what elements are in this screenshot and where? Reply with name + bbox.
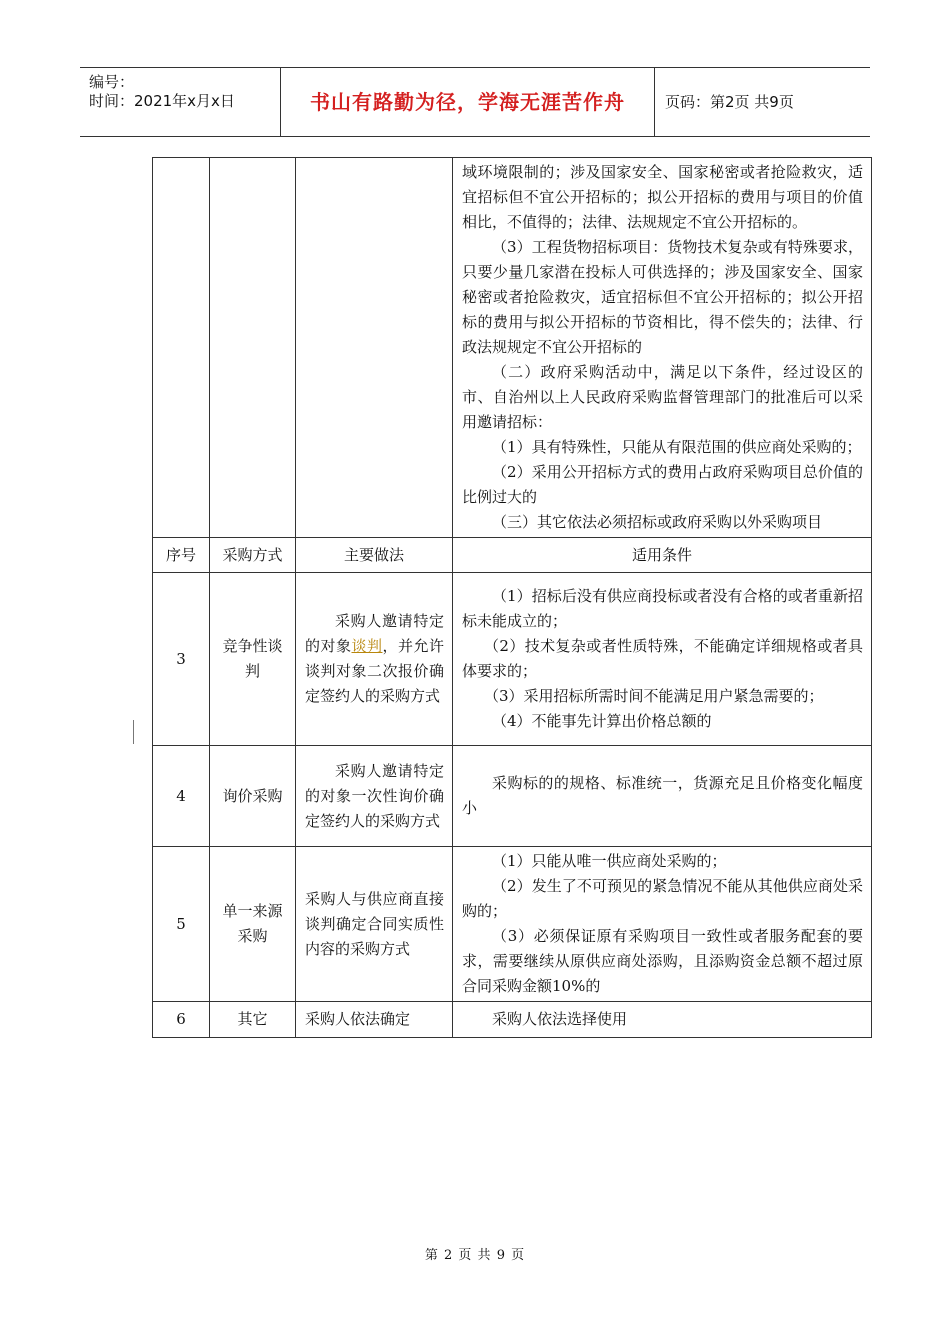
date-label: 时间：2021年x月x日: [89, 92, 235, 110]
row-conditions: [453, 1002, 872, 1038]
continuation-paragraph: （2）采用公开招标方式的费用占政府采购项目总价值的比例过大的: [462, 463, 863, 506]
page-footer: 第 2 页 共 9 页: [424, 1248, 526, 1263]
header-conditions: 适用条件: [453, 538, 872, 573]
condition-item: （2）发生了不可预见的紧急情况不能从其他供应商处采购的；: [462, 877, 863, 920]
table-row: [153, 847, 872, 1002]
continuation-paragraph: （三）其它依法必须招标或政府采购以外采购项目: [492, 513, 823, 531]
motto: 书山有路勤为径，学海无涯苦作舟: [310, 90, 625, 114]
page-header: [80, 67, 870, 137]
continuation-row: [153, 158, 872, 538]
continuation-paragraph: （3）工程货物招标项目：货物技术复杂或有特殊要求，只要少量几家潜在投标人可供选择的；涉及国家安全、国家秘密或者抢险救灾，适宜招标但不宜公开招标的；拟公开招标的费用与拟公开招标的节资相比，得不偿失的；法律、行政法规规定不宜公开招标的: [462, 238, 863, 356]
header-method: 采购方式: [210, 538, 296, 573]
condition-item: （3）必须保证原有采购项目一致性或者服务配套的要求，需要继续从原供应商处添购，且添购资金总额不超过原合同采购金额10%的: [462, 927, 863, 995]
negotiation-link[interactable]: 谈判: [351, 637, 383, 655]
table-row: [153, 573, 872, 746]
condition-item: （4）不能事先计算出价格总额的: [492, 712, 712, 730]
condition-item: （3）采用招标所需时间不能满足用户紧急需要的；: [484, 687, 824, 705]
condition-item: 采购人依法选择使用: [492, 1010, 628, 1028]
row-method: 其它: [210, 1002, 296, 1038]
row-conditions: [453, 746, 872, 847]
row-method: 询价采购: [210, 746, 296, 847]
row-method: 单一来源采购: [210, 847, 296, 1002]
table-row: [153, 1002, 872, 1038]
header-info: [80, 68, 281, 136]
page-info: 页码：第2页 共9页: [665, 93, 794, 111]
row-no: 3: [153, 573, 210, 746]
row-practice: 采购人邀请特定的对象谈判，并允许谈判对象二次报价确定签约人的采购方式: [296, 573, 453, 746]
header-no: 序号: [153, 538, 210, 573]
continuation-conditions: [453, 158, 872, 538]
number-label: 编号：: [89, 73, 135, 91]
text-cursor: [133, 720, 134, 744]
header-page-cell: [655, 68, 870, 136]
table-row: [153, 746, 872, 847]
row-practice: 采购人与供应商直接谈判确定合同实质性内容的采购方式: [296, 847, 453, 1002]
table-header-row: [153, 538, 872, 573]
condition-item: （2）技术复杂或者性质特殊，不能确定详细规格或者具体要求的；: [462, 637, 863, 680]
continuation-paragraph: （1）具有特殊性，只能从有限范围的供应商处采购的；: [492, 438, 862, 456]
row-conditions: [453, 573, 872, 746]
header-practice: 主要做法: [296, 538, 453, 573]
condition-item: （1）只能从唯一供应商处采购的；: [492, 852, 727, 870]
header-motto-cell: [281, 68, 655, 136]
condition-item: 采购标的的规格、标准统一，货源充足且价格变化幅度小: [462, 774, 863, 817]
row-no: 4: [153, 746, 210, 847]
row-practice: 采购人依法确定: [296, 1002, 453, 1038]
row-no: 6: [153, 1002, 210, 1038]
continuation-paragraph: （二）政府采购活动中，满足以下条件，经过设区的市、自治州以上人民政府采购监督管理部门的批准后可以采用邀请招标：: [462, 363, 863, 431]
row-practice: 采购人邀请特定的对象一次性询价确定签约人的采购方式: [296, 746, 453, 847]
condition-item: （1）招标后没有供应商投标或者没有合格的或者重新招标未能成立的；: [462, 587, 863, 630]
row-conditions: [453, 847, 872, 1002]
procurement-table: [152, 157, 872, 1038]
row-method: 竞争性谈判: [210, 573, 296, 746]
row-no: 5: [153, 847, 210, 1002]
continuation-paragraph: 域环境限制的；涉及国家安全、国家秘密或者抢险救灾，适宜招标但不宜公开招标的；拟公开招标的费用与项目的价值相比，不值得的；法律、法规规定不宜公开招标的。: [462, 163, 863, 231]
